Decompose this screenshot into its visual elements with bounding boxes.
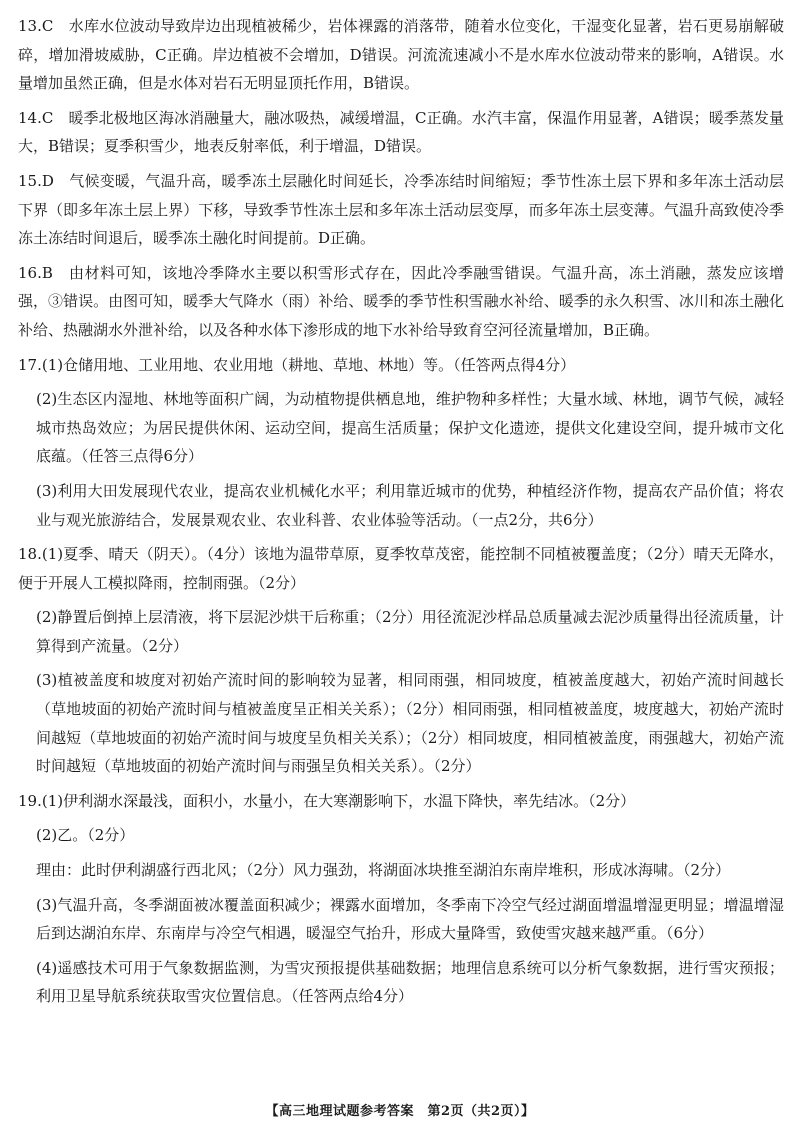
answer-15 [18, 167, 784, 253]
answer-18-1-text: 18.(1)夏季、晴天（阴天）。（4分）该地为温带草原，夏季牧草茂密，能控制不同植被覆盖度；（2分）晴天无降水，便于开展人工模拟降雨，控制雨强。（2分） [18, 545, 784, 592]
answer-17-1-text: 17.(1)仓储用地、工业用地、农业用地（耕地、草地、林地）等。（任答两点得4分） [18, 355, 576, 374]
answer-14 [18, 104, 784, 161]
answer-19-2 [18, 821, 784, 850]
answer-19-4-text: (4)遥感技术可用于气象数据监测，为雪灾预报提供基础数据；地理信息系统可以分析气象数据，进行雪灾预报；利用卫星导航系统获取雪灾位置信息。（任答两点给4分） [36, 958, 784, 1006]
answer-17-2 [18, 385, 784, 471]
page-footer: 【高三地理试题参考答案 第2页（共2页）】 [265, 1104, 535, 1119]
answer-13 [18, 12, 784, 98]
answer-19-3-text: (3)气温升高，冬季湖面被冰覆盖面积减少；裸露水面增加，冬季南下冷空气经过湖面增温增湿更明显；增温增湿后到达湖泊东岸、东南岸与冷空气相遇，暖湿空气抬升，形成大量降雪，致使雪灾越来越严重。（6分） [36, 895, 784, 943]
answer-19-1 [18, 787, 784, 816]
answer-18-2 [18, 603, 784, 660]
answer-17-2-text: (2)生态区内湿地、林地等面积广阔，为动植物提供栖息地，维护物种多样性；大量水域、林地，调节气候，减轻城市热岛效应；为居民提供休闲、运动空间，提高生活质量；保护文化遗迹，提供文化建设空间，提升城市文化底蕴。（任答三点得6分） [36, 390, 784, 466]
answer-18-3-text: (3)植被盖度和坡度对初始产流时间的影响较为显著，相同雨强，相同坡度，植被盖度越大，初始产流时间越长（草地坡面的初始产流时间与植被盖度呈正相关关系）；（2分）相同雨强，相同植被盖度，坡度越大，初始产流时间越短（草地坡面的初始产流时间与坡度呈负相关关系）；（2分）相同坡度，相同植被盖度，雨强越大，初始产流时间越短（草地坡面的初始产流时间与雨强呈负相关关系）。（2分） [36, 671, 784, 776]
answer-16-text: 16.B 由材料可知，该地冷季降水主要以积雪形式存在，因此冷季融雪错误。气温升高，冻土消融，蒸发应该增强，③错误。由图可知，暖季大气降水（雨）补给、暖季的季节性积雪融水补给、暖季的永久积雪、冰川和冻土融化补给、热融湖水外泄补给，以及各种水体下渗形成的地下水补给导致育空河径流量增加，B正确。 [18, 263, 784, 339]
answer-18-3 [18, 666, 784, 780]
answer-19-4 [18, 954, 784, 1011]
answer-14-text: 14.C 暖季北极地区海冰消融量大，融冰吸热，减缓增温，C正确。水汽丰富，保温作用显著，A错误；暖季蒸发量大，B错误；夏季积雪少，地表反射率低，利于增温，D错误。 [18, 108, 784, 156]
answer-18-1 [18, 540, 784, 597]
answer-18-2-text: (2)静置后倒掉上层清液，将下层泥沙烘干后称重；（2分）用径流泥沙样品总质量减去泥沙质量得出径流质量，计算得到产流量。（2分） [36, 608, 784, 655]
answer-15-text: 15.D 气候变暖，气温升高，暖季冻土层融化时间延长，冷季冻结时间缩短；季节性冻土层下界和多年冻土活动层下界（即多年冻土层上界）下移，导致季节性冻土层和多年冻土活动层变厚，而多年冻土层变薄。气温升高致使冷季冻土冻结时间退后，暖季冻土融化时间提前。D正确。 [18, 171, 784, 248]
answer-19-2-reason-text: 理由：此时伊利湖盛行西北风；（2分）风力强劲，将湖面冰块推至湖泊东南岸堆积，形成冰海啸。（2分） [36, 861, 731, 880]
answer-19-2-reason [18, 856, 784, 885]
answer-19-3 [18, 891, 784, 948]
answer-17-3 [18, 477, 784, 534]
answer-content [18, 12, 784, 1017]
answer-17-1 [18, 351, 784, 380]
answer-17-3-text: (3)利用大田发展现代农业，提高农业机械化水平；利用靠近城市的优势，种植经济作物，提高农产品价值；将农业与观光旅游结合，发展景观农业、农业科普、农业体验等活动。（一点2分，共6分） [36, 481, 784, 529]
answer-16 [18, 259, 784, 345]
answer-19-2-text: (2)乙。（2分） [36, 826, 135, 845]
answer-19-1-text: 19.(1)伊利湖水深最浅，面积小，水量小，在大寒潮影响下，水温下降快，率先结冰。（2分） [18, 791, 636, 810]
answer-13-text: 13.C 水库水位波动导致岸边出现植被稀少，岩体裸露的消落带，随着水位变化，干湿变化显著，岩石更易崩解破碎，增加滑坡威胁，C正确。岸边植被不会增加，D错误。河流流速减小不是水库水位波动带来的影响，A错误。水量增加虽然正确，但是水体对岩石无明显顶托作用，B错误。 [18, 17, 784, 93]
